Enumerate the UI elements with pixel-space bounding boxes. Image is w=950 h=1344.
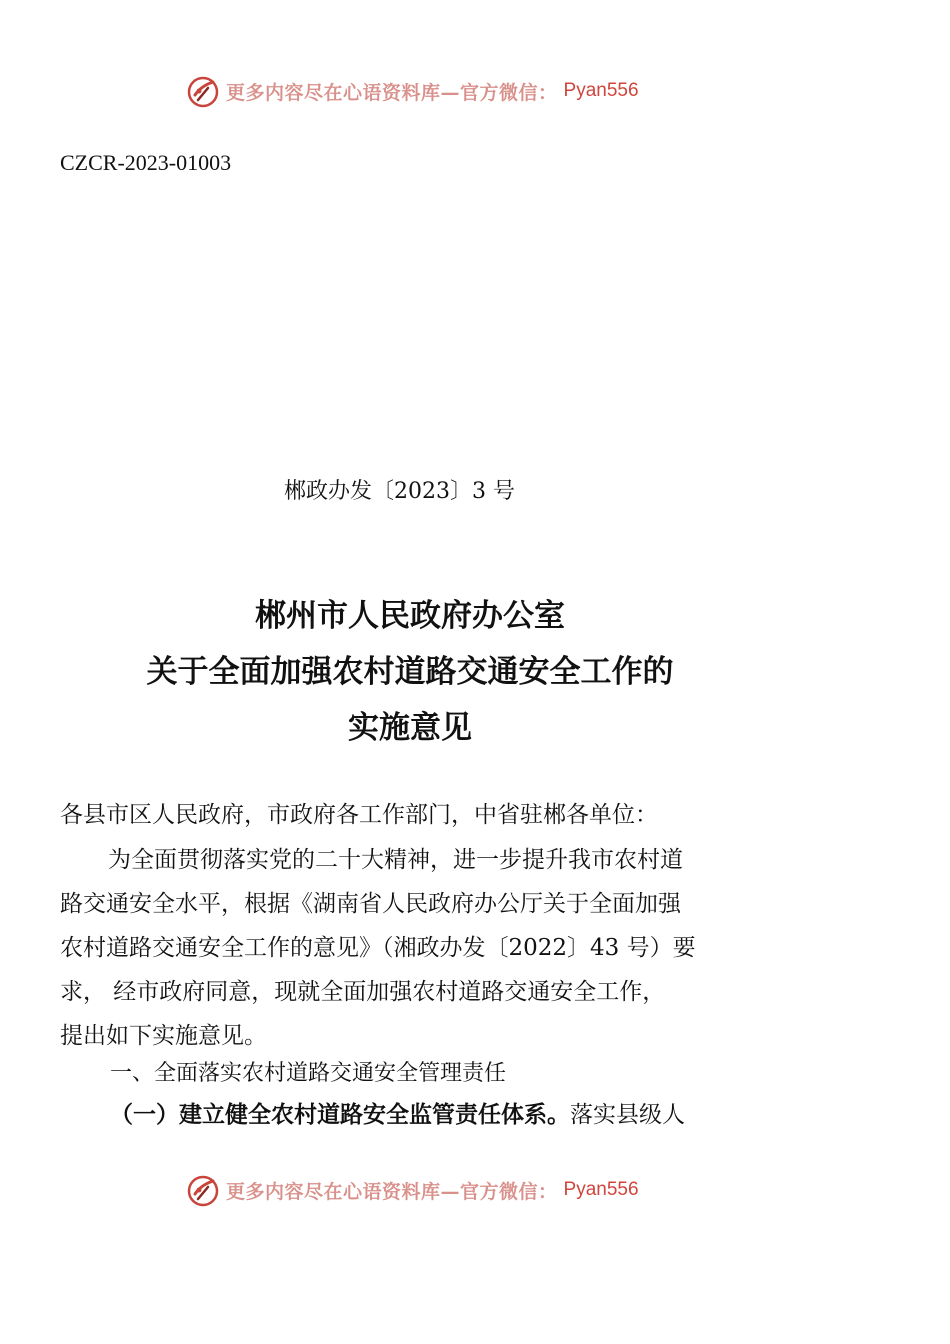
section-heading: 一、全面落实农村道路交通安全管理责任 (110, 1061, 507, 1086)
body-line: 为全面贯彻落实党的二十大精神，进一步提升我市农村道 (108, 847, 683, 873)
watermark-bottom (186, 1173, 639, 1207)
watermark-text: 更多内容尽在心语资料库—官方微信： (226, 81, 558, 104)
body-paragraph (60, 838, 760, 1058)
document-title (60, 588, 760, 756)
subsection-text: 落实县级人 (570, 1102, 685, 1128)
title-line: 实施意见 (348, 710, 472, 746)
subsection (110, 1096, 685, 1129)
addressee: 各县市区人民政府，市政府各工作部门，中省驻郴各单位： (60, 802, 658, 828)
document-code: CZCR-2023-01003 (60, 150, 232, 175)
watermark-top (186, 74, 639, 108)
watermark-wechat-id: Pyan556 (563, 80, 639, 101)
body-line: 路交通安全水平，根据《湖南省人民政府办公厅关于全面加强 (60, 891, 681, 917)
subsection-title: （一）建立健全农村道路安全监管责任体系。 (110, 1102, 570, 1128)
title-line: 郴州市人民政府办公室 (255, 598, 565, 634)
watermark-logo-icon (186, 74, 220, 108)
body-line: 农村道路交通安全工作的意见》（湘政办发〔2022〕43 号）要 (60, 935, 696, 961)
watermark-text: 更多内容尽在心语资料库—官方微信： (226, 1180, 558, 1203)
title-line: 关于全面加强农村道路交通安全工作的 (146, 654, 674, 690)
watermark-logo-icon (186, 1173, 220, 1207)
document-number: 郴政办发〔2023〕3 号 (284, 479, 515, 504)
body-line: 提出如下实施意见。 (60, 1023, 267, 1049)
body-line: 求， 经市政府同意，现就全面加强农村道路交通安全工作， (60, 979, 666, 1005)
watermark-wechat-id: Pyan556 (563, 1179, 639, 1200)
